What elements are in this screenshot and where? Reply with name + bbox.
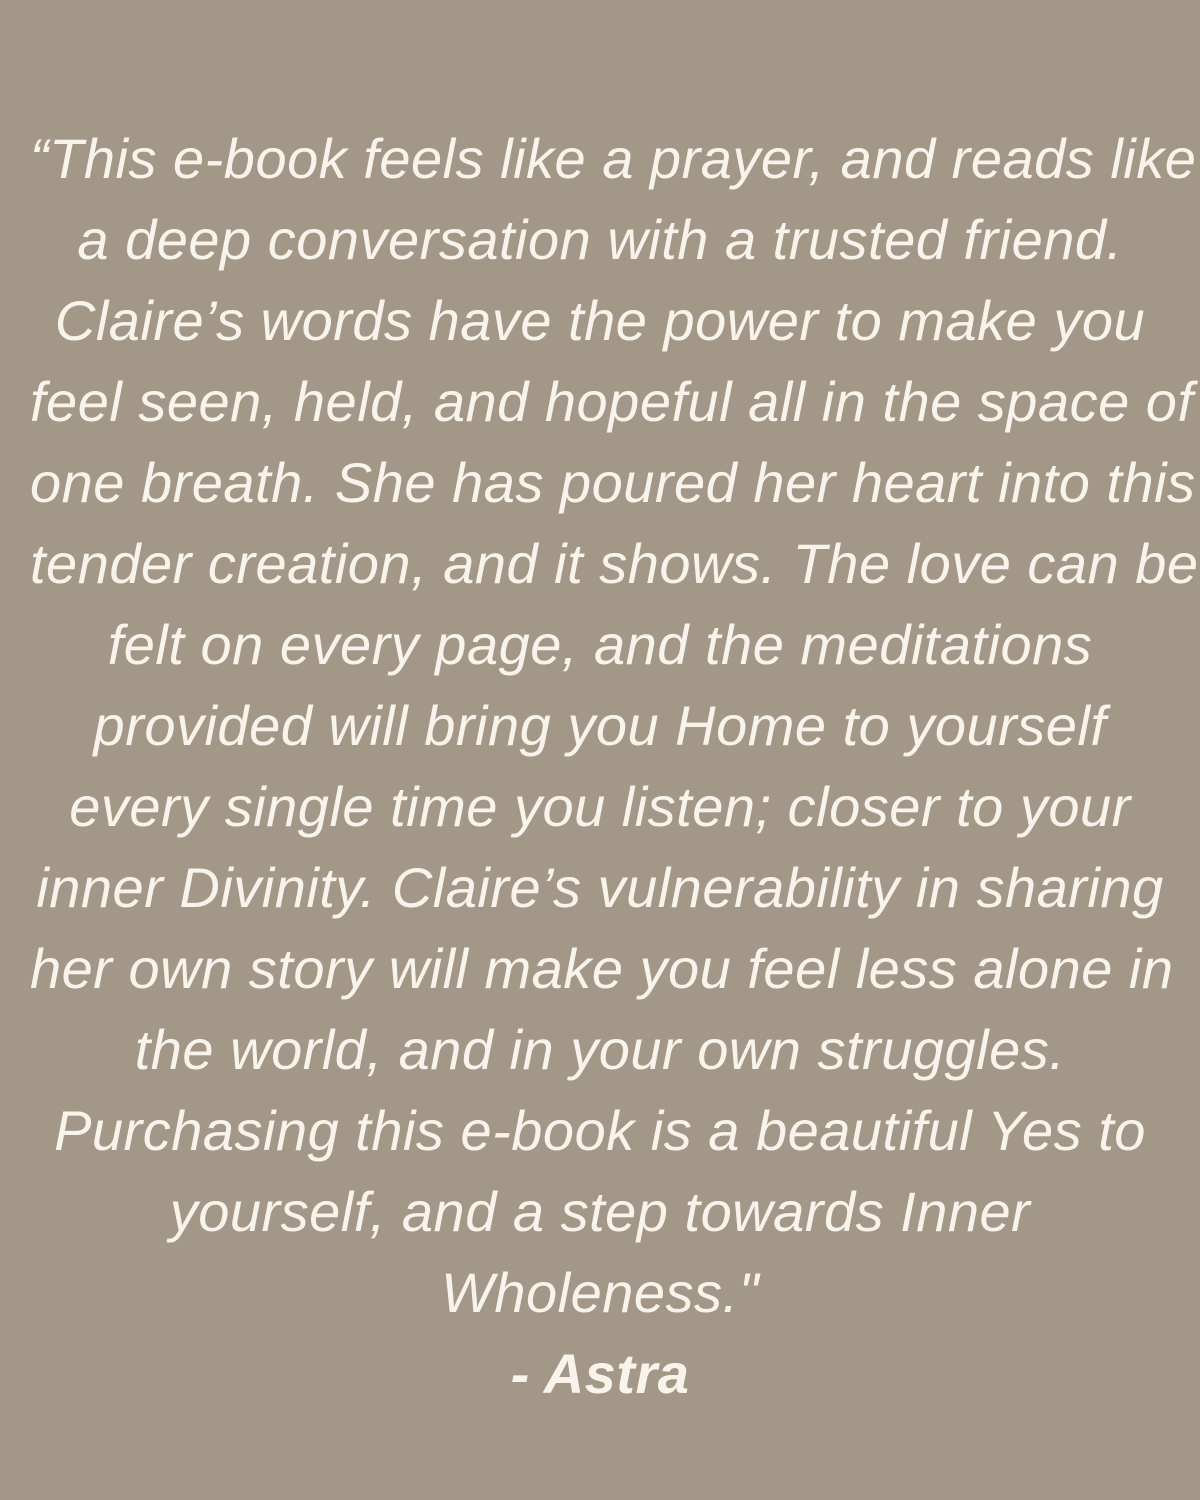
quote-line: “This e-book feels like a prayer, and reads like: [30, 127, 1197, 190]
quote-line: Purchasing this e-book is a beautiful Yes to: [54, 1099, 1146, 1162]
quote-line: felt on every page, and the meditations: [107, 613, 1093, 676]
quote-line: her own story will make you feel less alone in: [30, 937, 1174, 1000]
quote-line: every single time you listen; closer to your: [69, 775, 1131, 838]
quote-line: feel seen, held, and hopeful all in the space of: [30, 370, 1194, 433]
quote-line: inner Divinity. Claire’s vulnerability in sharing: [36, 856, 1164, 919]
quote-line: yourself, and a step towards Inner: [169, 1180, 1031, 1243]
quote-line: the world, and in your own struggles.: [134, 1018, 1066, 1081]
quote-line: provided will bring you Home to yourself: [93, 694, 1107, 757]
testimonial-quote: [0, 118, 1200, 1414]
testimonial-attribution: - Astra: [510, 1342, 690, 1405]
quote-line: Claire’s words have the power to make you: [54, 289, 1146, 352]
quote-line: one breath. She has poured her heart into this: [30, 451, 1196, 514]
quote-line: a deep conversation with a trusted friend.: [77, 208, 1123, 271]
quote-line: tender creation, and it shows. The love can be: [30, 532, 1199, 595]
quote-line: Wholeness.": [441, 1261, 759, 1324]
